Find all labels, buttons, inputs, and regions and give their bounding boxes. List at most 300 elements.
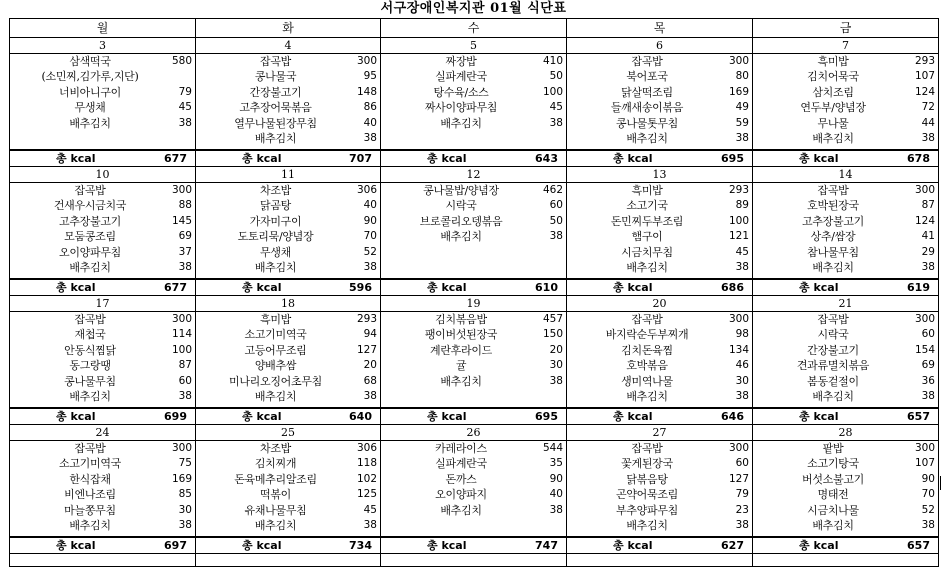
menu-item-kcal: 121 xyxy=(728,230,749,243)
menu-item xyxy=(387,343,563,358)
menu-item-kcal: 49 xyxy=(735,101,749,114)
menu-item xyxy=(759,54,935,69)
menu-item-kcal: 50 xyxy=(549,214,563,227)
menu-item-kcal: 90 xyxy=(921,472,935,485)
kcal-value: 610 xyxy=(535,281,558,294)
menu-item-name: 오이양파지 xyxy=(435,488,487,502)
menu-item-kcal: 38 xyxy=(178,390,192,403)
menu-item-kcal: 35 xyxy=(549,457,563,470)
menu-item-name: 닭볶음탕 xyxy=(626,472,668,486)
menu-item xyxy=(387,69,563,84)
menu-cell xyxy=(567,441,753,538)
menu-item-name: 소고기미역국 xyxy=(59,457,121,471)
kcal-label: 총 kcal xyxy=(242,410,282,423)
menu-item-name: 잡곡밥 xyxy=(631,442,663,455)
kcal-label: 총 kcal xyxy=(427,152,467,165)
kcal-value: 707 xyxy=(349,152,372,165)
menu-item-name: 잡곡밥 xyxy=(74,184,106,197)
kcal-value: 697 xyxy=(164,539,187,552)
empty-cell xyxy=(381,554,567,567)
menu-cell xyxy=(196,54,381,151)
menu-item xyxy=(16,503,192,518)
menu-item-name: 고추장어묵볶음 xyxy=(239,101,312,115)
menu-item-kcal: 169 xyxy=(728,85,749,98)
menu-item-name: 흑미밥 xyxy=(817,55,849,68)
menu-item-name: 콩나물밥/양념장 xyxy=(423,184,499,197)
menu-item-name: 북어포국 xyxy=(626,70,668,84)
menu-item xyxy=(16,260,192,275)
menu-item-name: 들깨새송이볶음 xyxy=(610,101,684,115)
menu-item-kcal: 38 xyxy=(363,261,377,274)
menu-row xyxy=(10,183,939,280)
date-row xyxy=(10,296,939,312)
kcal-label: 총 kcal xyxy=(56,410,96,423)
menu-item-kcal: 95 xyxy=(363,70,377,83)
menu-item xyxy=(16,54,192,69)
menu-item xyxy=(387,374,563,389)
menu-item xyxy=(387,183,563,198)
kcal-total xyxy=(385,538,558,553)
kcal-label: 총 kcal xyxy=(56,539,96,552)
menu-item-name: 유채나물무침 xyxy=(244,503,307,517)
menu-item-kcal: 580 xyxy=(171,55,192,67)
menu-item-kcal: 70 xyxy=(363,230,377,243)
menu-item xyxy=(16,116,192,131)
menu-item xyxy=(16,85,192,100)
menu-item-name: 콩나물국 xyxy=(254,70,297,84)
menu-item xyxy=(573,229,749,244)
menu-item xyxy=(759,183,935,198)
menu-item xyxy=(759,214,935,229)
kcal-total xyxy=(200,280,372,295)
menu-item-kcal: 87 xyxy=(178,359,192,372)
menu-item-name: 바지락순두부찌개 xyxy=(605,328,689,342)
menu-item xyxy=(202,374,377,389)
menu-item xyxy=(759,518,935,533)
menu-item xyxy=(202,54,377,69)
menu-cell xyxy=(381,441,567,538)
day-number: 17 xyxy=(10,296,196,312)
kcal-value: 596 xyxy=(349,281,372,294)
weekday-header: 수 xyxy=(381,19,567,38)
empty-cell xyxy=(10,554,196,567)
menu-item xyxy=(573,518,749,533)
menu-item xyxy=(759,198,935,213)
menu-item-name: 계란후라이드 xyxy=(430,343,492,357)
menu-item xyxy=(202,131,377,146)
menu-item xyxy=(16,100,192,115)
menu-item-kcal: 38 xyxy=(549,116,563,129)
menu-item-name: 탕수육/소스 xyxy=(433,85,489,99)
day-number: 25 xyxy=(196,425,381,441)
menu-cell xyxy=(10,54,196,151)
menu-item-kcal: 148 xyxy=(356,85,377,98)
menu-item xyxy=(387,100,563,115)
menu-item xyxy=(759,312,935,327)
menu-item-name: 닭살떡조림 xyxy=(621,85,673,99)
kcal-value: 747 xyxy=(535,539,558,552)
menu-cell xyxy=(10,183,196,280)
menu-item-name: 김치찌개 xyxy=(254,457,297,471)
kcal-value: 657 xyxy=(907,410,930,423)
menu-item-name: 재첩국 xyxy=(74,328,106,342)
date-row xyxy=(10,167,939,183)
menu-item-name: 봄동겉절이 xyxy=(807,374,859,388)
menu-item xyxy=(759,327,935,342)
menu-item-name: 배추김치 xyxy=(69,261,111,275)
kcal-value: 734 xyxy=(349,539,372,552)
menu-item xyxy=(202,358,377,373)
kcal-row xyxy=(10,150,939,167)
menu-item xyxy=(16,245,192,260)
menu-item-name: 비엔나조림 xyxy=(64,488,116,502)
menu-item-name: 잡곡밥 xyxy=(631,313,663,326)
menu-item-kcal: 52 xyxy=(921,503,935,516)
menu-item xyxy=(16,358,192,373)
menu-item-kcal: 80 xyxy=(735,70,749,83)
kcal-row xyxy=(10,408,939,425)
menu-item-kcal: 127 xyxy=(356,343,377,356)
menu-item-name: 팽이버섯된장국 xyxy=(424,328,498,342)
menu-item xyxy=(573,69,749,84)
menu-item-name: 오이양파무침 xyxy=(59,245,121,259)
menu-item xyxy=(759,389,935,404)
menu-item xyxy=(387,85,563,100)
menu-item xyxy=(16,214,192,229)
weekday-header: 금 xyxy=(753,19,939,38)
menu-item xyxy=(573,456,749,471)
menu-item xyxy=(573,343,749,358)
kcal-total xyxy=(200,538,372,553)
empty-cell xyxy=(196,554,381,567)
weekday-header: 월 xyxy=(10,19,196,38)
kcal-total-cell xyxy=(381,279,567,296)
menu-item xyxy=(573,312,749,327)
menu-item-kcal: 45 xyxy=(735,245,749,258)
menu-item xyxy=(202,441,377,456)
menu-item-kcal: 60 xyxy=(178,374,192,387)
menu-item xyxy=(573,85,749,100)
day-number: 26 xyxy=(381,425,567,441)
menu-item-name: 배추김치 xyxy=(254,261,297,275)
menu-item-name: 호박볶음 xyxy=(626,359,668,373)
kcal-total-cell xyxy=(753,408,939,425)
kcal-total xyxy=(571,409,744,424)
menu-item xyxy=(202,312,377,327)
menu-item xyxy=(759,487,935,502)
menu-item-name: 호박된장국 xyxy=(807,199,859,213)
menu-item-name: 소고기국 xyxy=(626,199,668,213)
menu-item-name: (소민찌,김가루,지단) xyxy=(41,70,139,84)
menu-item xyxy=(573,214,749,229)
menu-item xyxy=(16,518,192,533)
menu-item xyxy=(387,198,563,213)
menu-item-name: 견과류멸치볶음 xyxy=(796,359,870,373)
menu-item xyxy=(387,116,563,131)
menu-item-name: 고추장불고기 xyxy=(59,214,121,228)
menu-item xyxy=(759,374,935,389)
menu-item xyxy=(387,312,563,327)
menu-item-name: 모둠콩조림 xyxy=(64,230,116,244)
page-title: 서구장애인복지관 01월 식단표 xyxy=(380,1,567,16)
menu-item xyxy=(573,503,749,518)
menu-item-name: 꽃게된장국 xyxy=(621,457,673,471)
menu-item-kcal: 40 xyxy=(363,116,377,129)
menu-item-kcal: 118 xyxy=(356,457,377,470)
menu-item xyxy=(759,229,935,244)
menu-item-name: 무나물 xyxy=(817,116,849,130)
day-number: 19 xyxy=(381,296,567,312)
menu-item-name: 실파계란국 xyxy=(435,70,487,84)
kcal-label: 총 kcal xyxy=(427,281,467,294)
menu-item-name: 시락국 xyxy=(445,199,477,213)
menu-item-kcal: 38 xyxy=(178,519,192,532)
menu-item-name: 시락국 xyxy=(817,328,849,342)
menu-item xyxy=(573,100,749,115)
menu-item-kcal: 36 xyxy=(921,374,935,387)
menu-item-name: 배추김치 xyxy=(254,519,297,533)
menu-item xyxy=(202,100,377,115)
menu-item-name: 배추김치 xyxy=(626,519,668,533)
day-number: 21 xyxy=(753,296,939,312)
menu-item xyxy=(759,441,935,456)
menu-item xyxy=(202,456,377,471)
kcal-total xyxy=(757,409,930,424)
menu-item-name: 팥밥 xyxy=(822,442,844,455)
menu-item-name: 차조밥 xyxy=(260,442,291,455)
menu-cell xyxy=(753,312,939,409)
kcal-value: 619 xyxy=(907,281,930,294)
menu-item xyxy=(759,503,935,518)
menu-item-kcal: 23 xyxy=(735,503,749,516)
menu-item-name: 배추김치 xyxy=(812,261,854,275)
kcal-total-cell xyxy=(753,279,939,296)
kcal-total xyxy=(757,151,930,166)
menu-item-kcal: 60 xyxy=(735,457,749,470)
menu-item-name: 닭곰탕 xyxy=(260,199,291,213)
menu-item-name: 동그랑땡 xyxy=(69,359,111,373)
kcal-total-cell xyxy=(753,537,939,554)
kcal-total xyxy=(385,151,558,166)
menu-cell xyxy=(567,183,753,280)
menu-item-name: 양배추쌈 xyxy=(254,359,297,373)
menu-item-name: 고추장불고기 xyxy=(802,214,864,228)
kcal-total-cell xyxy=(10,537,196,554)
menu-item-name: 소고기탕국 xyxy=(807,457,859,471)
kcal-row xyxy=(10,537,939,554)
menu-item xyxy=(16,456,192,471)
day-number: 14 xyxy=(753,167,939,183)
kcal-total-cell xyxy=(196,279,381,296)
menu-item-name: 무생채 xyxy=(74,101,106,115)
menu-cell xyxy=(381,183,567,280)
menu-item-kcal: 60 xyxy=(549,199,563,212)
menu-item-name: 떡볶이 xyxy=(260,488,291,502)
menu-item-kcal: 38 xyxy=(178,116,192,129)
menu-item xyxy=(759,131,935,146)
menu-item-name: 잡곡밥 xyxy=(817,313,849,326)
menu-item-name: 실파계란국 xyxy=(435,457,487,471)
menu-item-kcal: 75 xyxy=(178,457,192,470)
menu-item xyxy=(573,116,749,131)
menu-item-name: 돈육메추리알조림 xyxy=(234,472,317,486)
kcal-total-cell xyxy=(381,408,567,425)
menu-item-kcal: 40 xyxy=(363,199,377,212)
menu-item-kcal: 300 xyxy=(728,55,749,67)
kcal-value: 627 xyxy=(721,539,744,552)
kcal-label: 총 kcal xyxy=(613,281,653,294)
menu-item-kcal: 124 xyxy=(914,214,935,227)
kcal-value: 646 xyxy=(721,410,744,423)
kcal-label: 총 kcal xyxy=(242,152,282,165)
menu-item-kcal: 102 xyxy=(356,472,377,485)
menu-item xyxy=(573,131,749,146)
menu-row xyxy=(10,312,939,409)
menu-item-name: 건새우시금치국 xyxy=(53,199,127,213)
menu-item-name: 배추김치 xyxy=(812,390,854,404)
menu-item-kcal: 100 xyxy=(542,85,563,98)
menu-item-name: 햄구이 xyxy=(631,230,663,244)
menu-item-kcal: 45 xyxy=(549,101,563,114)
menu-item-kcal: 41 xyxy=(921,230,935,243)
menu-item-name: 돈까스 xyxy=(445,472,477,486)
menu-cell xyxy=(753,54,939,151)
kcal-value: 643 xyxy=(535,152,558,165)
menu-item-kcal: 114 xyxy=(171,328,192,341)
menu-item-kcal: 169 xyxy=(171,472,192,485)
menu-item-kcal: 38 xyxy=(921,390,935,403)
day-number: 28 xyxy=(753,425,939,441)
menu-item-kcal: 20 xyxy=(363,359,377,372)
menu-item xyxy=(573,472,749,487)
menu-item-name: 마늘쫑무침 xyxy=(64,503,116,517)
menu-item-kcal: 38 xyxy=(549,374,563,387)
menu-item xyxy=(387,472,563,487)
menu-item xyxy=(387,503,563,518)
menu-item xyxy=(202,389,377,404)
day-number: 10 xyxy=(10,167,196,183)
menu-item-kcal: 293 xyxy=(356,313,377,325)
menu-item-name: 배추김치 xyxy=(440,374,482,388)
kcal-row xyxy=(10,279,939,296)
menu-item-name: 간장불고기 xyxy=(249,85,302,99)
date-row xyxy=(10,425,939,441)
menu-row xyxy=(10,441,939,538)
menu-item xyxy=(573,198,749,213)
menu-item-kcal: 70 xyxy=(921,488,935,501)
menu-item-kcal: 30 xyxy=(178,503,192,516)
menu-item-kcal: 124 xyxy=(914,85,935,98)
menu-item-kcal: 293 xyxy=(728,184,749,196)
kcal-value: 695 xyxy=(535,410,558,423)
empty-cell xyxy=(567,554,753,567)
menu-item xyxy=(387,456,563,471)
menu-item-kcal: 107 xyxy=(914,70,935,83)
kcal-label: 총 kcal xyxy=(427,410,467,423)
kcal-value: 640 xyxy=(349,410,372,423)
menu-item-name: 흑미밥 xyxy=(260,313,291,326)
kcal-total-cell xyxy=(10,150,196,167)
kcal-total-cell xyxy=(567,279,753,296)
day-number: 20 xyxy=(567,296,753,312)
menu-item-kcal: 85 xyxy=(178,488,192,501)
menu-item-kcal: 30 xyxy=(549,359,563,372)
menu-item-kcal: 150 xyxy=(542,328,563,341)
menu-item-kcal: 89 xyxy=(735,199,749,212)
menu-item xyxy=(16,343,192,358)
menu-item-kcal: 306 xyxy=(356,442,377,454)
menu-item-kcal: 300 xyxy=(914,184,935,196)
menu-item-kcal: 52 xyxy=(363,245,377,258)
menu-cell xyxy=(10,441,196,538)
menu-item-name: 돈민찌두부조림 xyxy=(610,214,684,228)
menu-item-kcal: 44 xyxy=(921,116,935,129)
day-number: 11 xyxy=(196,167,381,183)
menu-item-name: 짜사이양파무침 xyxy=(424,101,498,115)
menu-item-name: 김치돈육찜 xyxy=(621,343,673,357)
menu-item-name: 콩나물무침 xyxy=(64,374,116,388)
menu-item-name: 고등어무조림 xyxy=(244,343,307,357)
menu-item-name: 김치어묵국 xyxy=(807,70,859,84)
kcal-value: 686 xyxy=(721,281,744,294)
menu-item-kcal: 46 xyxy=(735,359,749,372)
menu-cell xyxy=(196,312,381,409)
menu-item xyxy=(759,472,935,487)
menu-item-kcal: 59 xyxy=(735,116,749,129)
menu-item-kcal: 45 xyxy=(363,503,377,516)
menu-item-kcal: 38 xyxy=(363,132,377,145)
menu-item-name: 안동식찜닭 xyxy=(64,343,116,357)
kcal-total-cell xyxy=(196,537,381,554)
menu-item xyxy=(573,374,749,389)
menu-item-name: 열무나물된장무침 xyxy=(234,116,317,130)
menu-item-kcal: 300 xyxy=(728,442,749,454)
menu-item-name: 도토리묵/양념장 xyxy=(237,230,314,244)
kcal-total-cell xyxy=(196,150,381,167)
menu-item-kcal: 30 xyxy=(735,374,749,387)
menu-item-kcal: 300 xyxy=(728,313,749,325)
kcal-value: 695 xyxy=(721,152,744,165)
kcal-total-cell xyxy=(196,408,381,425)
menu-item xyxy=(202,183,377,198)
menu-item xyxy=(202,198,377,213)
menu-item-name: 가자미구이 xyxy=(249,214,302,228)
menu-item-kcal: 68 xyxy=(363,374,377,387)
menu-item-name: 생미역나물 xyxy=(621,374,673,388)
kcal-total xyxy=(571,151,744,166)
kcal-total xyxy=(14,409,187,424)
kcal-label: 총 kcal xyxy=(613,410,653,423)
menu-item-name: 배추김치 xyxy=(626,261,668,275)
menu-item xyxy=(387,229,563,244)
day-number: 4 xyxy=(196,38,381,54)
menu-item xyxy=(573,183,749,198)
menu-item xyxy=(573,389,749,404)
menu-item-kcal: 38 xyxy=(921,132,935,145)
menu-item xyxy=(573,487,749,502)
menu-item-kcal: 38 xyxy=(549,503,563,516)
menu-item xyxy=(387,54,563,69)
menu-item xyxy=(387,358,563,373)
kcal-label: 총 kcal xyxy=(799,539,839,552)
menu-item xyxy=(16,472,192,487)
menu-item-name: 배추김치 xyxy=(69,519,111,533)
menu-item-kcal: 306 xyxy=(356,184,377,196)
menu-item xyxy=(759,69,935,84)
menu-item-name: 배추김치 xyxy=(69,116,111,130)
menu-item xyxy=(202,245,377,260)
menu-item-kcal: 90 xyxy=(549,472,563,485)
